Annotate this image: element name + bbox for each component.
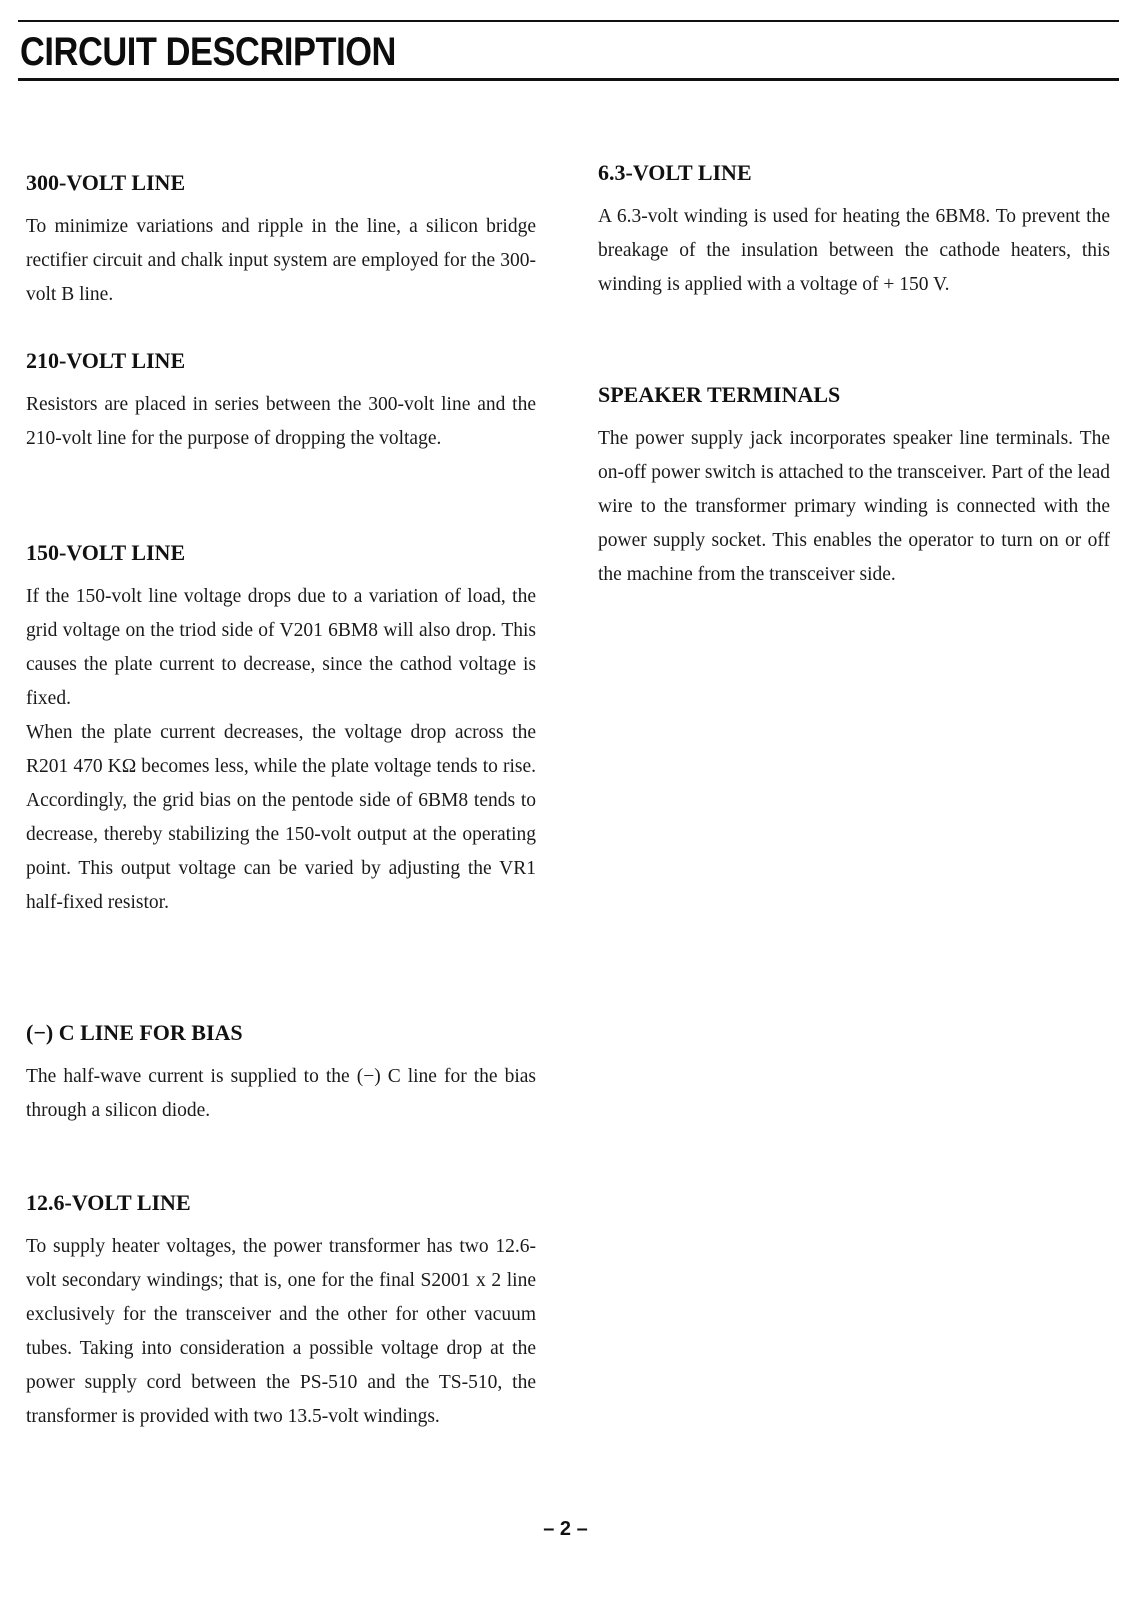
section-heading: SPEAKER TERMINALS [598,382,841,407]
header-rule-top [18,20,1119,22]
section-12-6-volt-line [26,1190,536,1434]
section-paragraph: The half-wave current is supplied to the (−) C line for the bias through a silicon diode. [26,1066,536,1121]
section-210-volt-line [26,348,536,456]
section-heading: (−) C LINE FOR BIAS [26,1020,243,1045]
section-heading: 150-VOLT LINE [26,540,186,565]
section-heading: 6.3-VOLT LINE [598,160,752,185]
section-heading: 12.6-VOLT LINE [26,1190,191,1215]
section-c-line-for-bias [26,1020,536,1128]
section-heading: 210-VOLT LINE [26,348,186,373]
section-paragraph: When the plate current decreases, the voltage drop across the R201 470 KΩ becomes less, while the plate voltage tends to rise. Accordingly, the grid bias on the pentode side of 6BM8 tends to decrease, thereby stabilizing the 150-volt output at the operating point. This output voltage can be varied by adjusting the VR1 half-fixed resistor. [26,722,536,913]
section-paragraph: A 6.3-volt winding is used for heating the 6BM8. To prevent the breakage of the insulation between the cathode heaters, this winding is applied with a voltage of + 150 V. [598,206,1110,295]
header-rule-bottom [18,78,1119,81]
section-paragraph: To supply heater voltages, the power transformer has two 12.6-volt secondary windings; that is, one for the final S2001 x 2 line exclusively for the transceiver and the other for other vacuum tubes. Taking into consideration a possible voltage drop at the power supply cord between the PS-510 and the TS-510, the transformer is provided with two 13.5-volt windings. [26,1236,536,1427]
section-paragraph: Resistors are placed in series between the 300-volt line and the 210-volt line for the purpose of dropping the voltage. [26,394,536,449]
section-paragraph: If the 150-volt line voltage drops due to a variation of load, the grid voltage on the triod side of V201 6BM8 will also drop. This causes the plate current to decrease, since the cathod voltage is fixed. [26,586,536,709]
section-paragraph: To minimize variations and ripple in the line, a silicon bridge rectifier circuit and chalk input system are employed for the 300-volt B line. [26,216,536,305]
section-speaker-terminals [598,382,1110,592]
page-title: CIRCUIT DESCRIPTION [20,30,396,74]
section-300-volt-line [26,170,536,312]
section-150-volt-line [26,540,536,920]
section-paragraph: The power supply jack incorporates speaker line terminals. The on-off power switch is attached to the transceiver. Part of the lead wire to the transformer primary winding is connected with the power supply socket. This enables the operator to turn on or off the machine from the transceiver side. [598,428,1110,585]
section-heading: 300-VOLT LINE [26,170,186,195]
section-6-3-volt-line [598,160,1110,302]
page-number: – 2 – [543,1518,588,1540]
